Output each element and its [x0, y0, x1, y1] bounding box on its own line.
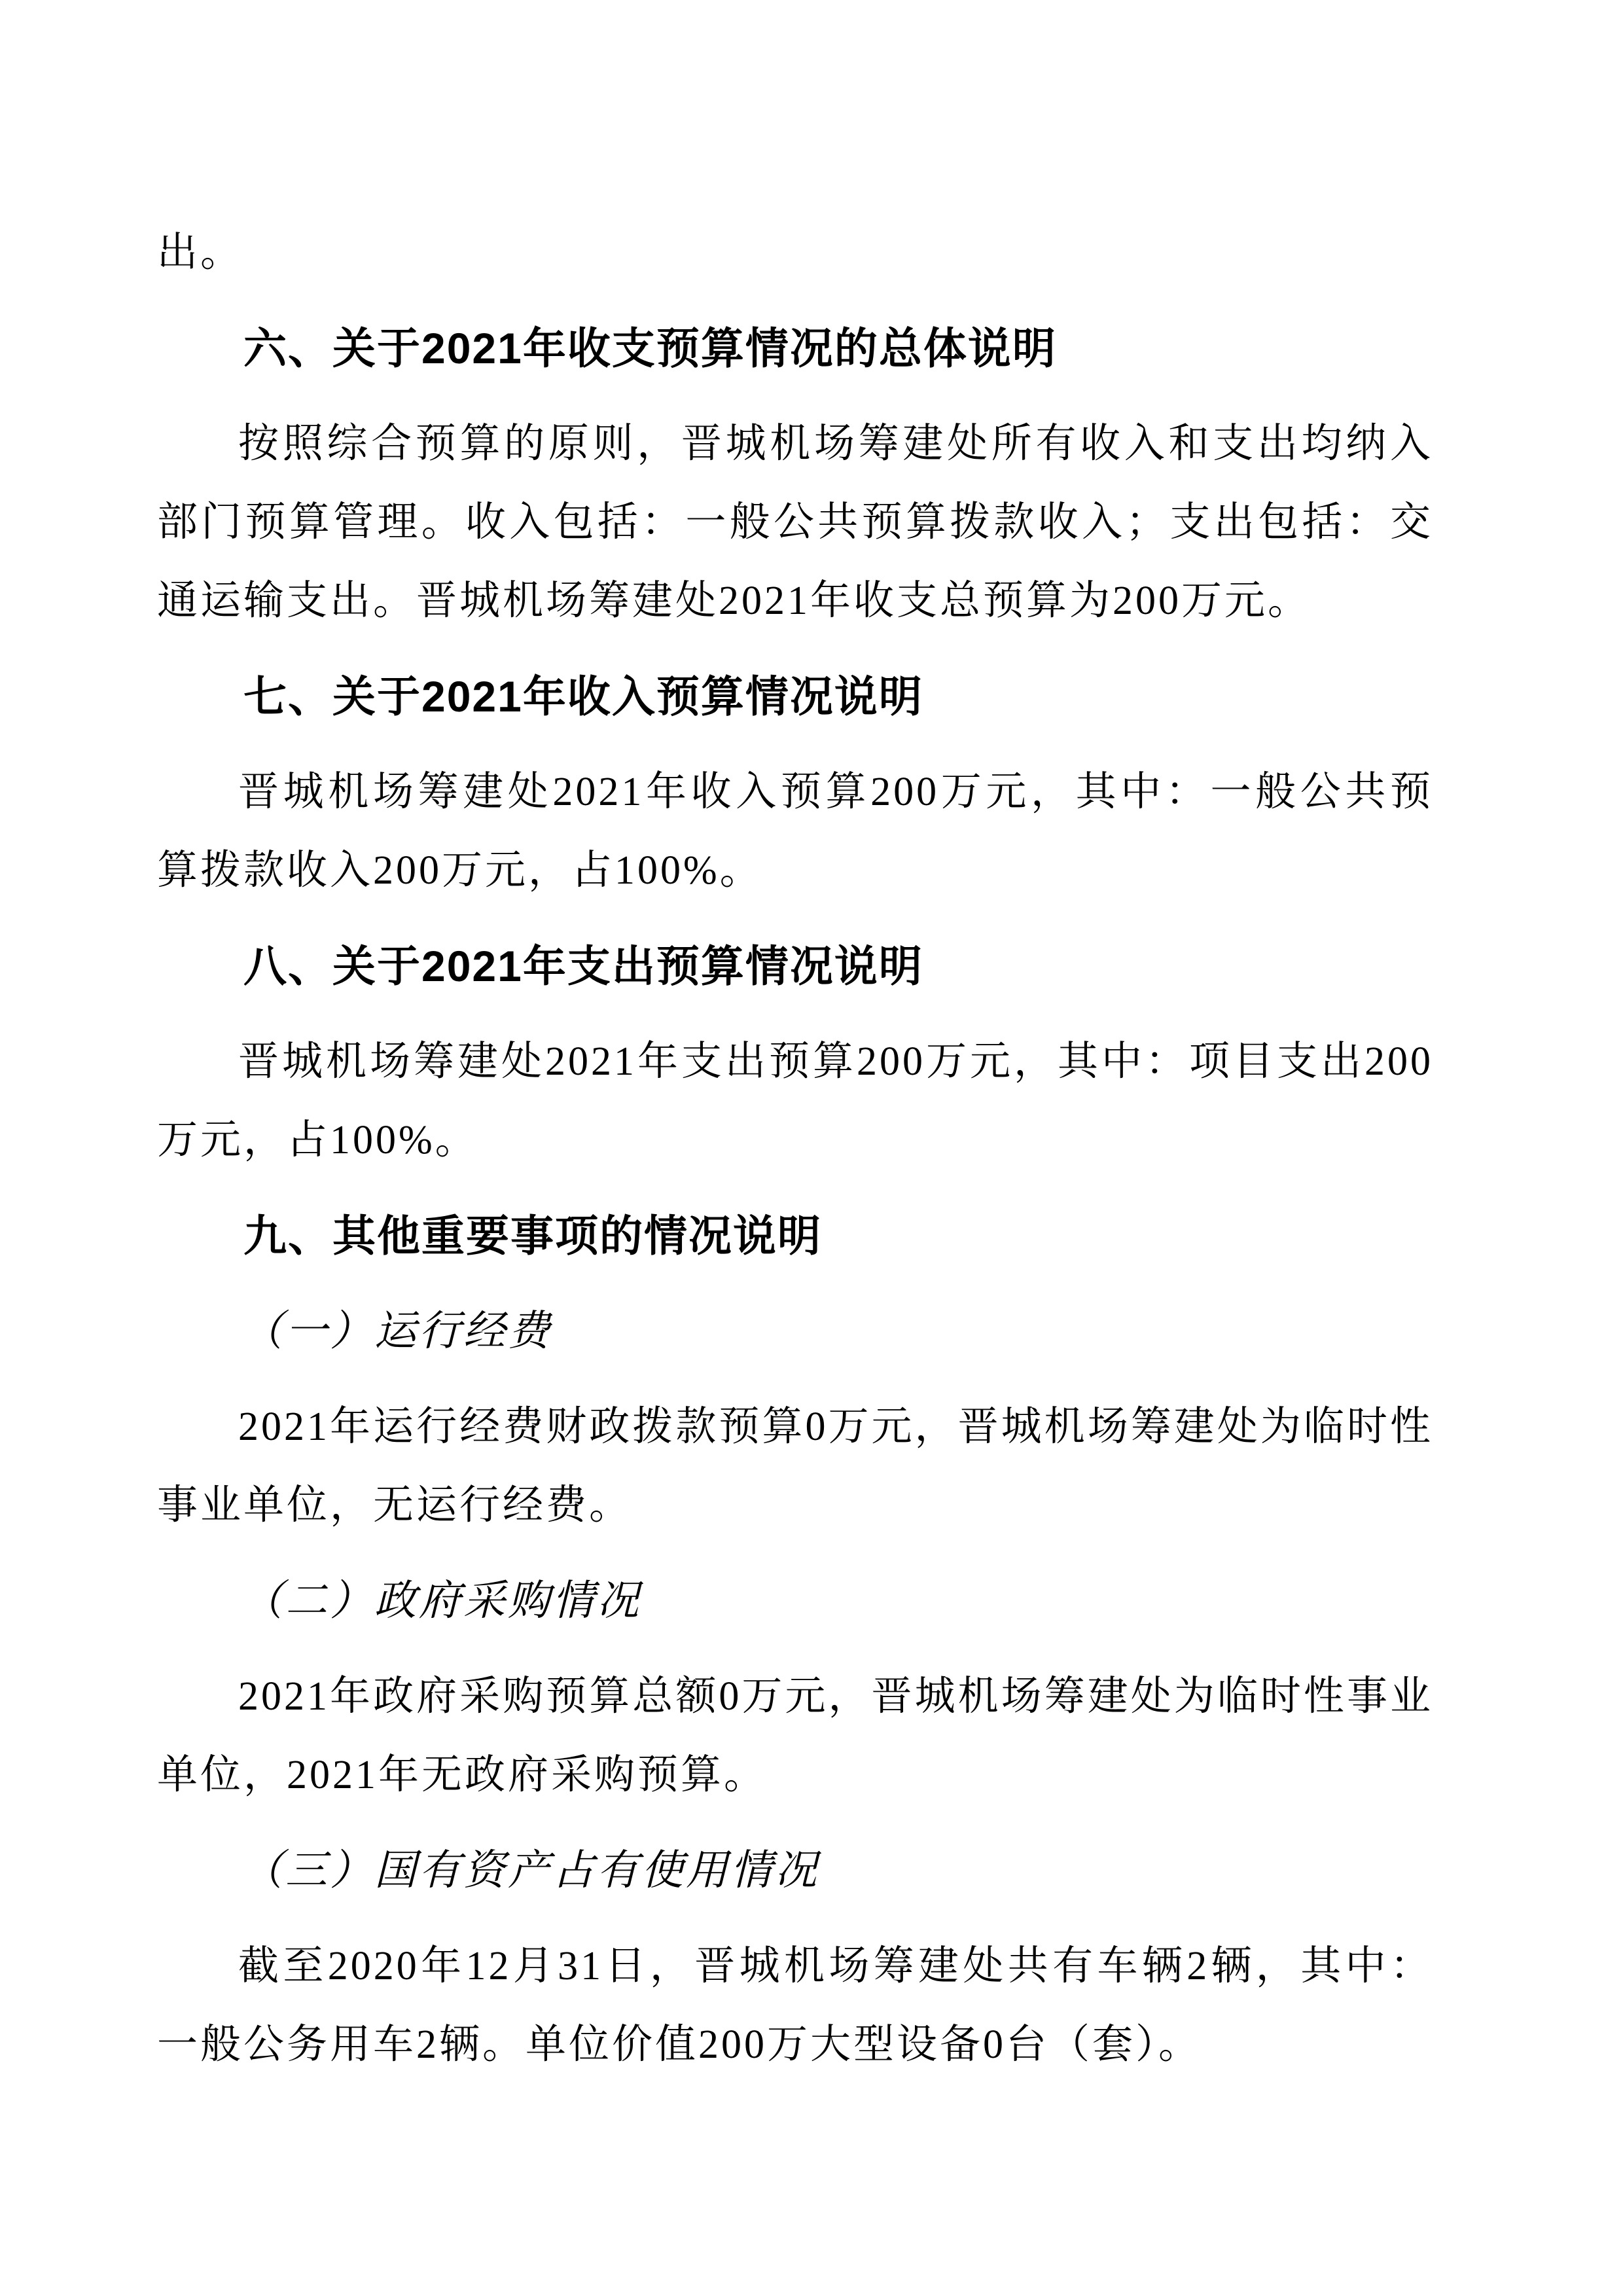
paragraph-income-budget: 晋城机场筹建处2021年收入预算200万元，其中：一般公共预算拨款收入200万元，占100%。: [157, 770, 1433, 893]
paragraph-continuation: 出。: [157, 230, 244, 275]
subheading-state-assets: （三）国有资产占有使用情况: [241, 1847, 819, 1893]
paragraph-government-procurement: 2021年政府采购预算总额0万元，晋城机场筹建处为临时性事业单位，2021年无政府采购预算。: [157, 1674, 1433, 1797]
heading-section-8: 八、关于2021年支出预算情况说明: [243, 942, 923, 990]
heading-section-7: 七、关于2021年收入预算情况说明: [243, 672, 923, 721]
paragraph-expenditure-budget: 晋城机场筹建处2021年支出预算200万元，其中：项目支出200万元，占100%。: [157, 1039, 1433, 1162]
paragraph-overall-budget: 按照综合预算的原则，晋城机场筹建处所有收入和支出均纳入部门预算管理。收入包括：一般公共预算拨款收入；支出包括：交通运输支出。晋城机场筹建处2021年收支总预算为200万元。: [157, 422, 1433, 623]
subheading-government-procurement: （二）政府采购情况: [241, 1577, 641, 1624]
heading-section-9: 九、其他重要事项的情况说明: [243, 1211, 822, 1260]
subheading-operating-funds: （一）运行经费: [241, 1308, 552, 1354]
paragraph-state-assets: 截至2020年12月31日，晋城机场筹建处共有车辆2辆，其中：一般公务用车2辆。单位价值200万大型设备0台（套）。: [157, 1944, 1433, 2067]
paragraph-operating-funds: 2021年运行经费财政拨款预算0万元，晋城机场筹建处为临时性事业单位，无运行经费。: [157, 1405, 1433, 1528]
heading-section-6: 六、关于2021年收支预算情况的总体说明: [243, 324, 1057, 372]
